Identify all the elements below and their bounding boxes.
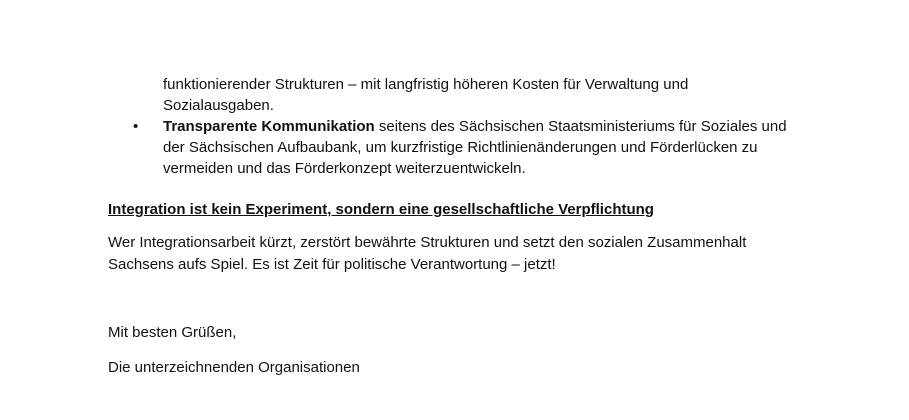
section-paragraph-line-1: Wer Integrationsarbeit kürzt, zerstört bewährte Strukturen und setzt den sozialen Zusammenhalt — [108, 234, 747, 251]
section-paragraph — [108, 232, 808, 276]
bullet-item-transparent-communication — [163, 116, 803, 179]
bullet-continuation-line-2: Sozialausgaben. — [163, 97, 274, 114]
section-paragraph-line-2: Sachsens aufs Spiel. Es ist Zeit für politische Verantwortung – jetzt! — [108, 256, 556, 273]
section-heading: Integration ist kein Experiment, sondern eine gesellschaftliche Verpflichtung — [108, 201, 654, 218]
signature-line: Die unterzeichnenden Organisationen — [108, 359, 360, 376]
bullet-marker-icon: • — [133, 118, 139, 135]
bullet-item-bold-lead: Transparente Kommunikation — [163, 118, 375, 135]
bullet-item-line-3: vermeiden und das Förderkonzept weiterzuentwickeln. — [163, 160, 526, 177]
bullet-continuation-line-1: funktionierender Strukturen – mit langfristig höheren Kosten für Verwaltung und — [163, 76, 689, 93]
bullet-continuation-text — [163, 74, 803, 116]
closing-greeting: Mit besten Grüßen, — [108, 324, 237, 341]
bullet-item-line-1 — [163, 116, 803, 137]
bullet-item-line-1-rest: seitens des Sächsischen Staatsministeriums für Soziales und — [374, 118, 787, 135]
bullet-item-line-2: der Sächsischen Aufbaubank, um kurzfristige Richtlinienänderungen und Förderlücken zu — [163, 139, 758, 156]
